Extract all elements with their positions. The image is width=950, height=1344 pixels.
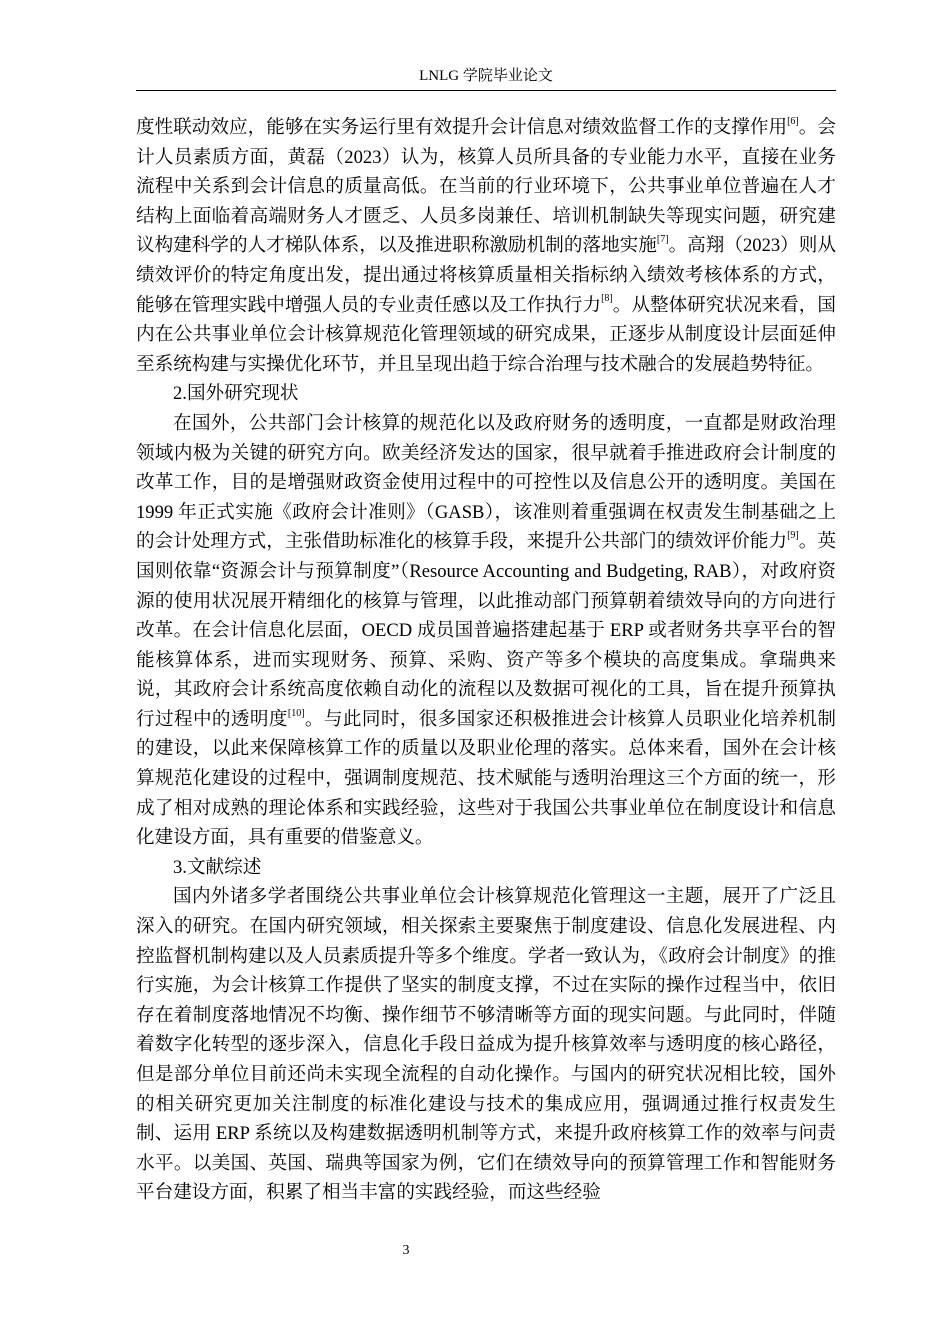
section-heading-foreign-research: 2.国外研究现状 xyxy=(173,383,299,405)
paragraph-domestic-research-continued xyxy=(136,113,836,379)
citation-6: [6] xyxy=(787,115,799,127)
header-title: LNLG 学院毕业论文 xyxy=(419,68,553,84)
page-number: 3 xyxy=(402,1243,410,1258)
citation-10: [10] xyxy=(287,707,305,719)
paragraph-text: 。英国则依靠“资源会计与预算制度”（Resource Accounting and Budgeting, RAB），对政府资源的使用状况展开精细化的核算与管理，以此推动部门预算朝着绩效导向的方向进行改革。在会计信息化层面，OECD 成员国普遍搭建起基于 ERP 或者财务共享平台的智能核算体系，进而实现财务、预算、采购、资产等多个模块的高度集成。拿瑞典来说，其政府会计系统高度依赖自动化的流程以及数据可视化的工具，旨在提升预算执行过程中的透明度 xyxy=(136,531,836,730)
citation-9: [9] xyxy=(787,530,799,542)
paragraph-text: 。会计人员素质方面，黄磊（2023）认为，核算人员所具备的专业能力水平，直接在业务流程中关系到会计信息的质量高低。在当前的行业环境下，公共事业单位普遍在人才结构上面临着高端财务人才匮乏、人员多岗兼任、培训机制缺失等现实问题，研究建议构建科学的人才梯队体系，以及推进职称激励机制的落地实施 xyxy=(136,117,836,257)
section-heading-literature-review: 3.文献综述 xyxy=(173,856,262,878)
paragraph-foreign-research xyxy=(136,409,836,853)
paragraph-text: 。从整体研究状况来看，国内在公共事业单位会计核算规范化管理领域的研究成果，正逐步从制度设计层面延伸至系统构建与实操优化环节，并且呈现出趋于综合治理与技术融合的发展趋势特征。 xyxy=(136,294,836,375)
paragraph-text: 度性联动效应，能够在实务运行里有效提升会计信息对绩效监督工作的支撑作用 xyxy=(136,117,788,138)
paragraph-literature-review: 国内外诸多学者围绕公共事业单位会计核算规范化管理这一主题，展开了广泛且深入的研究。在国内研究领域，相关探索主要聚焦于制度建设、信息化发展进程、内控监督机制构建以及人员素质提升等多个维度。学者一致认为，《政府会计制度》的推行实施，为会计核算工作提供了坚实的制度支撑，不过在实际的操作过程当中，依旧存在着制度落地情况不均衡、操作细节不够清晰等方面的现实问题。与此同时，伴随着数字化转型的逐步深入，信息化手段日益成为提升核算效率与透明度的核心路径，但是部分单位目前还尚未实现全流程的自动化操作。与国内的研究状况相比较，国外的相关研究更加关注制度的标准化建设与技术的集成应用，强调通过推行权责发生制、运用 ERP 系统以及构建数据透明机制等方式，来提升政府核算工作的效率与问责水平。以美国、英国、瑞典等国家为例，它们在绩效导向的预算管理工作和智能财务平台建设方面，积累了相当丰富的实践经验，而这些经验 xyxy=(136,886,836,1204)
citation-8: [8] xyxy=(601,293,613,305)
paragraph-text: 。高翔（2023）则从绩效评价的特定角度出发，提出通过将核算质量相关指标纳入绩效考核体系的方式，能够在管理实践中增强人员的专业责任感以及工作执行力 xyxy=(136,235,836,316)
page-header xyxy=(136,66,836,91)
citation-7: [7] xyxy=(656,234,669,246)
paragraph-text: 在国外，公共部门会计核算的规范化以及政府财务的透明度，一直都是财政治理领域内极为关键的研究方向。欧美经济发达的国家，很早就着手推进政府会计制度的改革工作，目的是增强财政资金使用过程中的可控性以及信息公开的透明度。美国在 1999 年正式实施《政府会计准则》（GASB），该准则着重强调在权责发生制基础之上的会计处理方式，主张借助标准化的核算手段，来提升公共部门的绩效评价能力 xyxy=(136,412,836,553)
paragraph-text: 。与此同时，很多国家还积极推进会计核算人员职业化培养机制的建设，以此来保障核算工作的质量以及职业伦理的落实。总体来看，国外在会计核算规范化建设的过程中，强调制度规范、技术赋能与透明治理这三个方面的统一，形成了相对成熟的理论体系和实践经验，这些对于我国公共事业单位在制度设计和信息化建设方面，具有重要的借鉴意义。 xyxy=(136,708,836,849)
body-text xyxy=(136,113,836,1208)
